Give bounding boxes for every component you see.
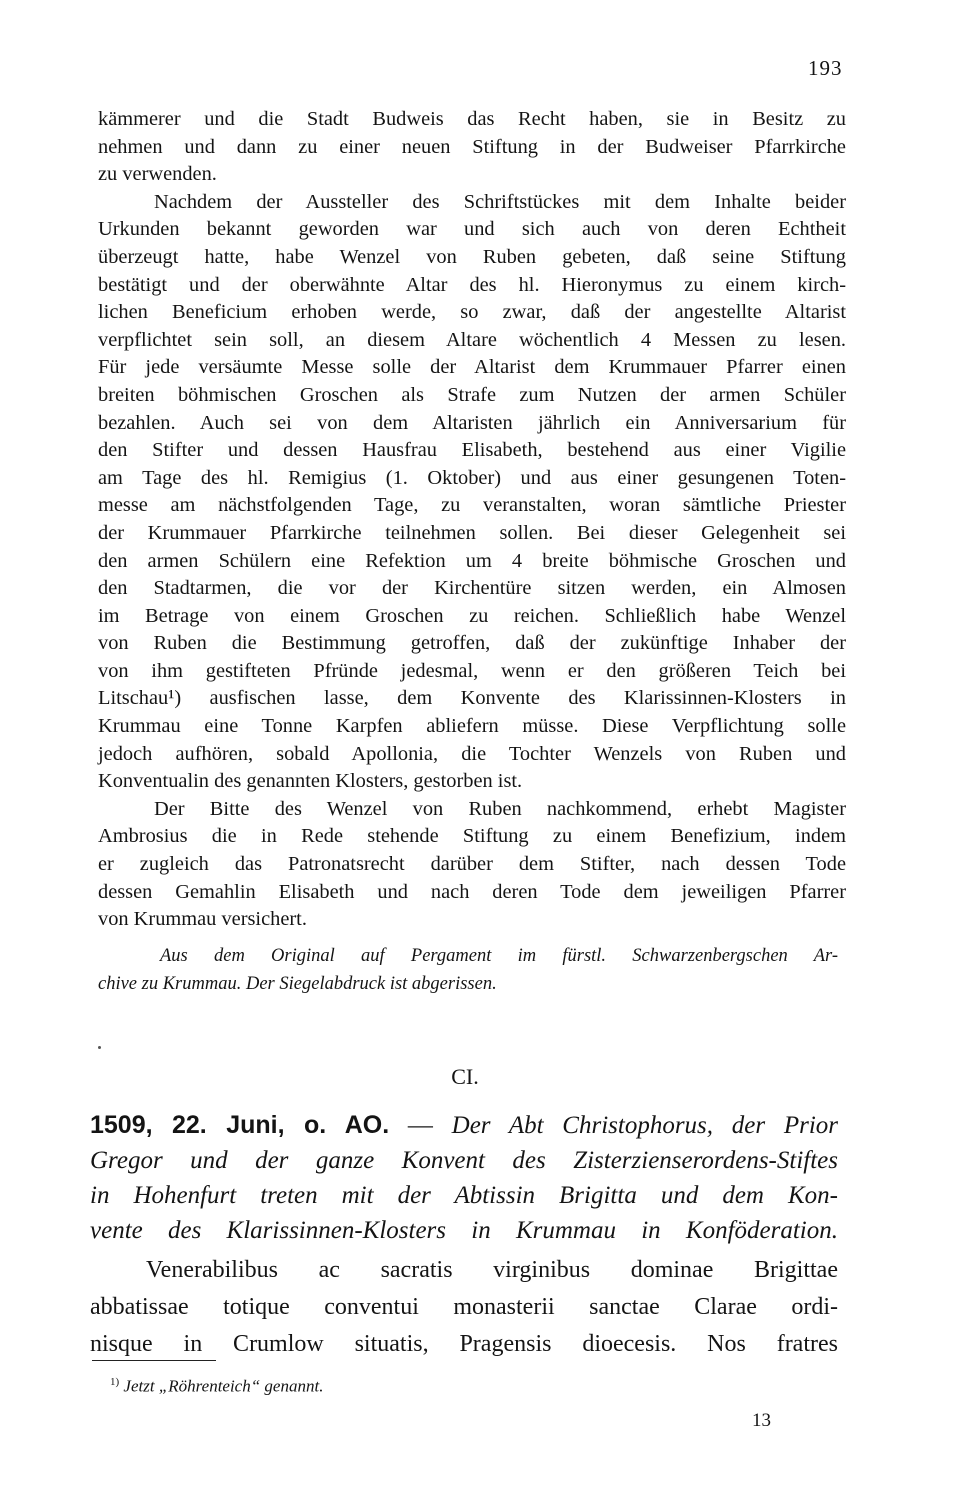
latin-line: abbatissae totique conventui monasterii sanctae Clarae ordi- (90, 1294, 838, 1320)
heading-line: in Hohenfurt treten mit der Abtissin Brigitta und dem Kon- (90, 1182, 838, 1209)
text-line: jedoch aufhören, sobald Apollonia, die Tochter Wenzels von Ruben und (98, 742, 846, 765)
text-line: am Tage des hl. Remigius (1. Oktober) und aus einer gesungenen Toten- (98, 466, 846, 489)
text-line: verpflichtet sein soll, an diesem Altare wöchentlich 4 Messen zu lesen. (98, 328, 846, 351)
page-number: 193 (808, 56, 843, 80)
text-line: im Betrage von einem Groschen zu reichen. Schließlich habe Wenzel (98, 604, 846, 627)
footnote-rule (92, 1360, 216, 1361)
heading-line: vente des Klarissinnen-Klosters in Krummau in Konföderation. (90, 1217, 838, 1244)
text-line: von Ruben die Bestimmung getroffen, daß der zukünftige Inhaber der (98, 632, 846, 655)
text-line: er zugleich das Patronatsrecht darüber dem Stifter, nach dessen Tode (98, 853, 846, 876)
latin-line: Venerabilibus ac sacratis virginibus dominae Brigittae (146, 1257, 838, 1283)
text-line: von ihm gestifteten Pfründe jedesmal, wenn er den größeren Teich bei (98, 659, 846, 682)
footnote (110, 1376, 323, 1397)
main-text (98, 106, 846, 934)
text-line: Ambrosius die in Rede stehende Stiftung zu einem Benefizium, indem (98, 825, 846, 848)
heading-date: 1509, 22. Juni, o. AO. (90, 1111, 390, 1139)
text-line: breiten böhmischen Groschen als Strafe zum Nutzen der armen Schüler (98, 383, 846, 406)
text-line: bezahlen. Auch sei von dem Altaristen jährlich ein Anniversarium für (98, 411, 846, 434)
text-line: den armen Schülern eine Refektion um 4 breite böhmische Groschen und (98, 549, 846, 572)
text-line: den Stifter und dessen Hausfrau Elisabeth, bestehend aus einer Vigilie (98, 439, 846, 462)
source-note-line: chive zu Krummau. Der Siegelabdruck ist abgerissen. (98, 974, 497, 994)
latin-text (90, 1252, 838, 1363)
text-line: den Stadtarmen, die vor der Kirchentüre sitzen werden, ein Almosen (98, 577, 846, 600)
text-line: kämmerer und die Stadt Budweis das Recht haben, sie in Besitz zu (98, 108, 846, 130)
document-heading (90, 1108, 838, 1248)
text-line: bestätigt und der oberwähnte Altar des hl. Hieronymus zu einem kirch- (98, 273, 846, 296)
stray-mark (98, 1046, 101, 1049)
latin-line: nisque in Crumlow situatis, Pragensis dioecesis. Nos fratres (90, 1331, 838, 1357)
text-line: überzeugt hatte, habe Wenzel von Ruben gebeten, daß seine Stiftung (98, 245, 846, 268)
text-line: Für jede versäumte Messe solle der Altarist dem Krummauer Pfarrer einen (98, 356, 846, 379)
text-line: Konventualin des genannten Klosters, gestorben ist. (98, 770, 523, 793)
text-line: Litschau¹) ausfischen lasse, dem Konvente des Klarissinnen-Klosters in (98, 687, 846, 710)
text-line: nehmen und dann zu einer neuen Stiftung in der Budweiser Pfarrkirche (98, 135, 846, 158)
footnote-text: Jetzt „Röhrenteich“ genannt. (123, 1376, 324, 1396)
text-line: messe am nächstfolgenden Tage, zu veranstalten, woran sämtliche Priester (98, 494, 846, 517)
heading-line: Gregor und der ganze Konvent des Zisterzienserordens-Stiftes (90, 1147, 838, 1174)
text-line: Nachdem der Aussteller des Schriftstückes mit dem Inhalte beider (154, 190, 846, 213)
text-line: Urkunden bekannt geworden war und sich auch von deren Echtheit (98, 218, 846, 241)
text-line: dessen Gemahlin Elisabeth und nach deren Tode dem jeweiligen Pfarrer (98, 880, 846, 903)
text-line: der Krummauer Pfarrkirche teilnehmen sollen. Bei dieser Gelegenheit sei (98, 521, 846, 544)
source-note (98, 942, 838, 998)
signature-mark: 13 (752, 1410, 771, 1431)
text-line: zu verwenden. (98, 163, 217, 186)
heading-title-part: Der Abt Christophorus, der Prior (451, 1112, 839, 1139)
text-line: lichen Beneficium erhoben werde, so zwar, daß der angestellte Altarist (98, 301, 846, 324)
text-line: Der Bitte des Wenzel von Ruben nachkommend, erhebt Magister (154, 797, 846, 820)
heading-line (90, 1108, 838, 1143)
footnote-marker: 1) (110, 1376, 120, 1388)
section-number: CI. (451, 1064, 479, 1089)
text-line: Krummau eine Tonne Karpfen abliefern müsse. Diese Verpflichtung solle (98, 715, 846, 738)
text-line: von Krummau versichert. (98, 908, 307, 931)
heading-dash: — (407, 1112, 433, 1139)
source-note-line: Aus dem Original auf Pergament im fürstl. Schwarzenbergschen Ar- (160, 946, 838, 966)
